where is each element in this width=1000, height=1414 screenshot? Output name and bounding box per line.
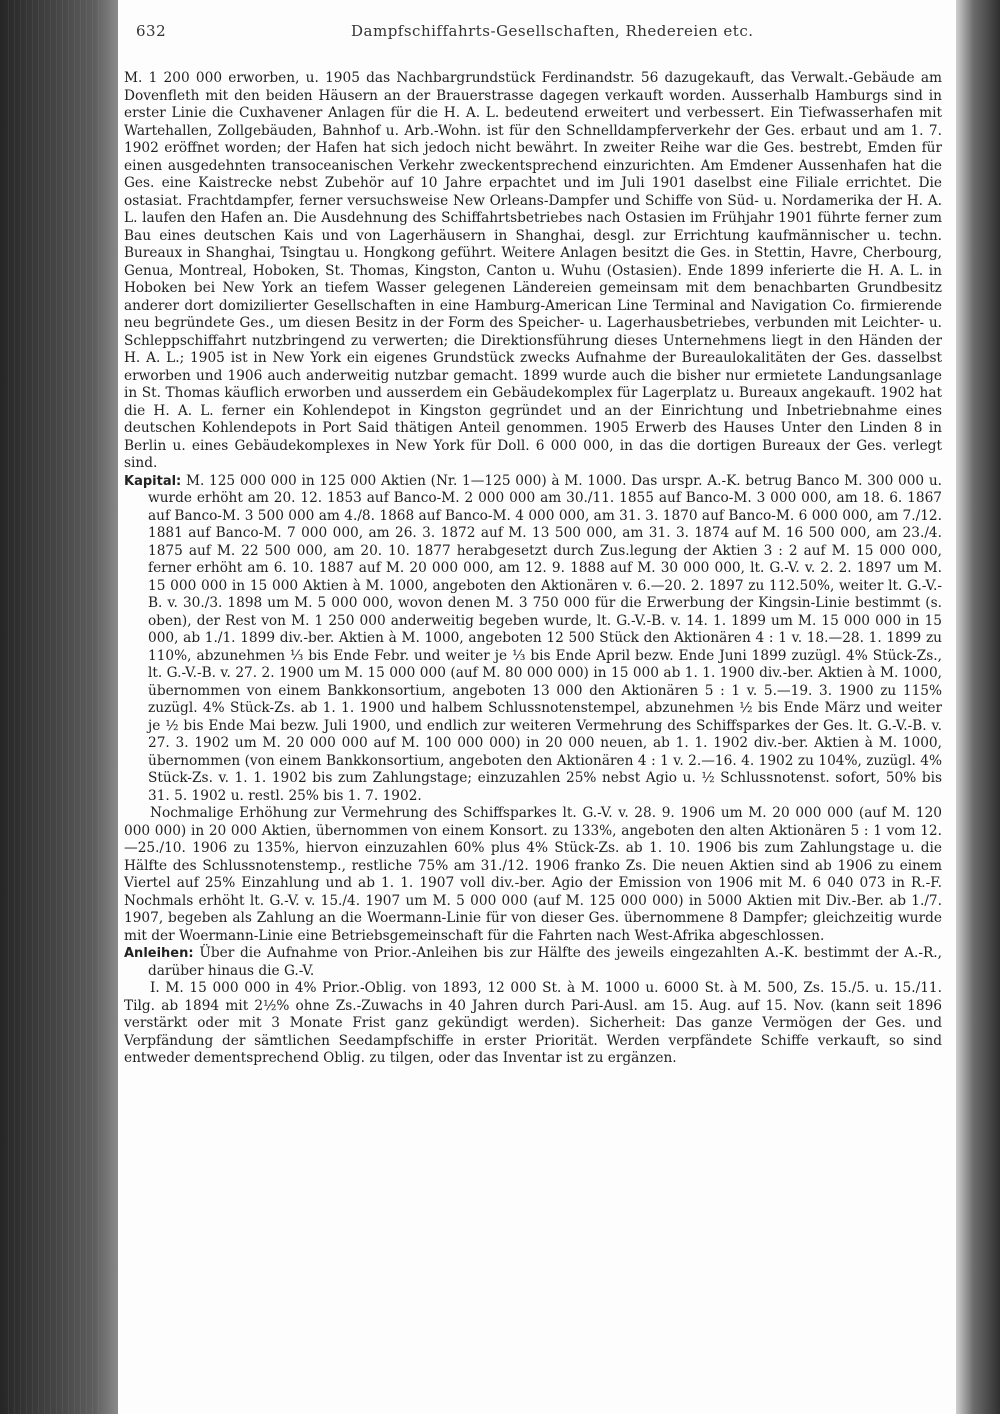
anleihen-text: Über die Aufnahme von Prior.-Anleihen bis zur Hälfte des jeweils eingezahlten A.-K. bestimmt der A.-R., darüber hinaus die G.-V. [148,945,942,979]
page-body [124,70,942,1068]
kapital-label: Kapital: [124,473,182,489]
anleihen-label: Anleihen: [124,946,194,961]
kapital-section [124,473,942,806]
spine-texture [8,0,100,1414]
nochmalige-paragraph: Nochmalige Erhöhung zur Vermehrung des Schiffsparkes lt. G.-V. v. 28. 9. 1906 um M. 20 000 000 (auf M. 120 000 000) in 20 000 Aktien, übernommen von einem Konsort. zu 133%, angeboten den alten Aktionären 5 : 1 vom 12.—25./10. 1906 zu 135%, hiervon einzuzahlen 60% plus 4% Stück-Zs. ab 1. 10. 1906 bis zum Zahlungstage u. die Hälfte des Schlussnotenstemp., restliche 75% am 31./12. 1906 franko Zs. Die neuen Aktien sind ab 1906 zu einem Viertel auf 25% Einzahlung und ab 1. 1. 1907 voll div.-ber. Agio der Emission von 1906 mit M. 6 040 073 in R.-F. Nochmals erhöht lt. G.-V. v. 15./4. 1907 um M. 5 000 000 (auf M. 125 000 000) in 5000 Aktien mit Div.-Ber. ab 1./7. 1907, begeben als Zahlung an die Woermann-Linie für von dieser Ges. übernommene 8 Dampfer; gleichzeitig wurde mit der Woermann-Linie eine Betriebsgemeinschaft für die Fahrten nach West-Afrika abgeschlossen. [124,805,942,944]
page-header [136,22,936,46]
book-spine [0,0,118,1414]
intro-paragraph: M. 1 200 000 erworben, u. 1905 das Nachbargrundstück Ferdinandstr. 56 dazugekauft, das Verwalt.-Gebäude am Dovenfleth mit den beiden Häusern an der Brauerstrasse dagegen verkauft worden. Ausserhalb Hamburgs sind in erster Linie die Cuxhavener Anlagen für die H. A. L. bedeutend erweitert und verbessert. Ein Tiefwasserhafen mit Wartehallen, Zollgebäuden, Bahnhof u. Arb.-Wohn. ist für den Schnelldampferverkehr der Ges. erbaut und am 1. 7. 1902 eröffnet worden; der Hafen hat sich jedoch nicht bewährt. In zweiter Reihe war die Ges. bestrebt, Emden für einen ausgedehnten transoceanischen Verkehr zweckentsprechend einzurichten. Am Emdener Aussenhafen hat die Ges. eine Kaistrecke nebst Zubehör auf 10 Jahre erpachtet und im Juli 1901 daselbst eine Filiale errichtet. Die ostasiat. Frachtdampfer, ferner versuchsweise New Orleans-Dampfer und Schiffe von Süd- u. Nordamerika der H. A. L. laufen den Hafen an. Die Ausdehnung des Schiffahrtsbetriebes nach Ostasien im Frühjahr 1901 führte ferner zum Bau eines deutschen Kais und von Lagerhäusern in Shanghai, desgl. zur Errichtung kaufmännischer u. techn. Bureaux in Shanghai, Tsingtau u. Hongkong geführt. Weitere Anlagen besitzt die Ges. in Stettin, Havre, Cherbourg, Genua, Montreal, Hoboken, St. Thomas, Kingston, Canton u. Wuhu (Ostasien). Ende 1899 inferierte die H. A. L. in Hoboken bei New York an tiefem Wasser gelegenen Ländereien gemeinsam mit dem benachbarten Grundbesitz anderer dort domizilierter Gesellschaften in eine Hamburg-American Line Terminal and Navigation Co. firmierende neu begründete Ges., um diesen Besitz in der Form des Speicher- u. Lagerhausbetriebes, verbunden mit Leichter- u. Schleppschiffahrt nutzbringend zu verwerten; die Direktionsführung dieses Unternehmens liegt in den Händen der H. A. L.; 1905 ist in New York ein eigenes Grundstück zwecks Aufnahme der Bureaulokalitäten der Ges. dasselbst erworben und 1906 auch anderweitig nutzbar gemacht. 1899 wurde auch die bisher nur ermietete Landungsanlage in St. Thomas käuflich erworben und ausserdem ein Gebäudekomplex für Lagerplatz u. Bureaux angekauft. 1902 hat die H. A. L. ferner ein Kohlendepot in Kingston gegründet und an der Einrichtung und Inbetriebnahme eines deutschen Kohlendepots in Port Said thätigen Anteil genommen. 1905 Erwerb des Hauses Unter den Linden 8 in Berlin u. eines Gebäudekomplexes in New York für Doll. 6 000 000, in das die dortigen Bureaux der Ges. verlegt sind. [124,70,942,471]
page-number: 632 [136,22,167,40]
document-page [118,0,956,1414]
page-right-edge [956,0,1000,1414]
running-title: Dampfschiffahrts-Gesellschaften, Rhedereien etc. [351,22,754,40]
anleihen-item-1: I. M. 15 000 000 in 4% Prior.-Oblig. von 1893, 12 000 St. à M. 1000 u. 6000 St. à M. 500, Zs. 15./5. u. 15./11. Tilg. ab 1894 mit 2½% ohne Zs.-Zuwachs in 40 Jahren durch Pari-Ausl. am 15. Aug. auf 15. Nov. (kann seit 1896 verstärkt oder mit 3 Monate Frist ganz gekündigt werden). Sicherheit: Das ganze Vermögen der Ges. und Verpfändung der sämtlichen Seedampfschiffe in erster Priorität. Werden verpfändete Schiffe verkauft, so sind entweder dementsprechend Oblig. zu tilgen, oder das Inventar ist zu ergänzen. [124,980,942,1066]
anleihen-section [124,945,942,980]
kapital-text: M. 125 000 000 in 125 000 Aktien (Nr. 1—125 000) à M. 1000. Das urspr. A.-K. betrug Banco M. 300 000 u. wurde erhöht am 20. 12. 1853 auf Banco-M. 2 000 000 am 30./11. 1855 auf Banco-M. 3 000 000, am 18. 6. 1867 auf Banco-M. 3 500 000 am 4./8. 1868 auf Banco-M. 4 000 000, am 31. 3. 1870 auf Banco-M. 6 000 000, am 7./12. 1881 auf Banco-M. 7 000 000, am 26. 3. 1872 auf M. 13 500 000, am 31. 3. 1874 auf M. 16 500 000, am 23./4. 1875 auf M. 22 500 000, am 20. 10. 1877 herabgesetzt durch Zus.legung der Aktien 3 : 2 auf M. 15 000 000, ferner erhöht am 6. 10. 1887 auf M. 20 000 000, am 12. 9. 1888 auf M. 30 000 000, lt. G.-V. v. 2. 2. 1897 um M. 15 000 000 in 15 000 Aktien à M. 1000, angeboten den Aktionären v. 6.—20. 2. 1897 zu 112.50%, weiter lt. G.-V.-B. v. 30./3. 1898 um M. 5 000 000, wovon denen M. 3 750 000 für die Erwerbung der Kingsin-Linie bestimmt (s. oben), der Rest von M. 1 250 000 anderweitig begeben wurde, lt. G.-V.-B. v. 14. 1. 1899 um M. 15 000 000 in 15 000, ab 1./1. 1899 div.-ber. Aktien à M. 1000, angeboten 12 500 Stück den Aktionären 4 : 1 v. 18.—28. 1. 1899 zu 110%, abzunehmen ⅓ bis Ende Febr. und weiter je ⅓ bis Ende April bezw. Ende Juni 1899 zuzügl. 4% Stück-Zs., lt. G.-V.-B. v. 27. 2. 1900 um M. 15 000 000 (auf M. 80 000 000) in 15 000 ab 1. 1. 1900 div.-ber. Aktien à M. 1000, übernommen von einem Bankkonsortium, angeboten 13 000 den Aktionären 5 : 1 v. 5.—19. 3. 1900 zu 115% zuzügl. 4% Stück-Zs. ab 1. 1. 1900 und halbem Schlussnotenstempel, abzunehmen ½ bis Ende März und weiter je ½ bis Ende Mai bezw. Juli 1900, und endlich zur weiteren Vermehrung des Schiffsparkes der Ges. lt. G.-V.-B. v. 27. 3. 1902 um M. 20 000 000 auf M. 100 000 000) in 20 000 neuen, ab 1. 1. 1902 div.-ber. Aktien à M. 1000, übernommen (von einem Bankkonsortium, angeboten den Aktionären 4 : 1 v. 2.—16. 4. 1902 zu 104%, zuzügl. 4% Stück-Zs. v. 1. 1. 1902 bis zum Zahlungstage; einzuzahlen 25% nebst Agio u. ½ Schlussnotenst. sofort, 50% bis 31. 5. 1902 u. restl. 25% bis 1. 7. 1902. [148,472,942,804]
